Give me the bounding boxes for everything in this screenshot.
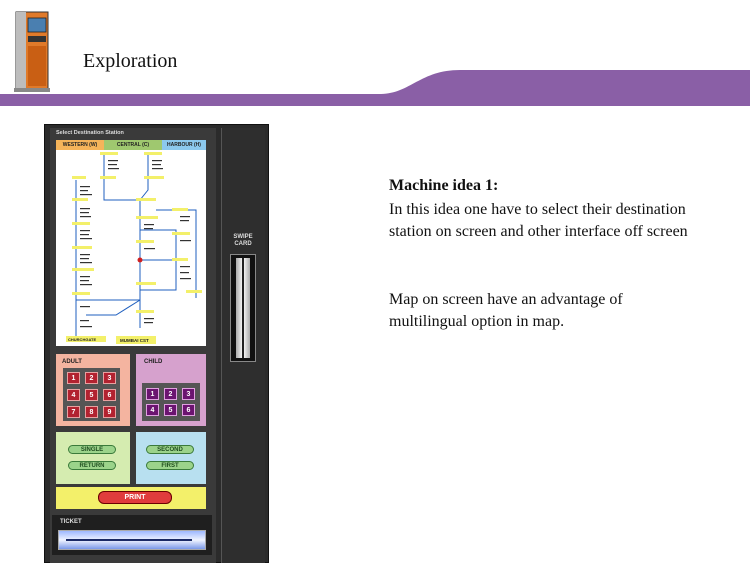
screen-header: Select Destination Station xyxy=(56,130,124,136)
map-label-churchgate[interactable]: CHURCHGATE xyxy=(68,337,97,342)
tab-central-line[interactable]: CENTRAL (C) xyxy=(104,140,162,150)
adult-key-2[interactable]: 2 xyxy=(85,372,98,384)
adult-key-4[interactable]: 4 xyxy=(67,389,80,401)
adult-key-7[interactable]: 7 xyxy=(67,406,80,418)
class-panel xyxy=(136,432,206,484)
description-heading: Machine idea 1: xyxy=(389,177,499,194)
single-button[interactable]: SINGLE xyxy=(68,445,116,454)
railway-map[interactable] xyxy=(56,150,206,346)
tab-harbour-line[interactable]: HARBOUR (H) xyxy=(162,140,206,150)
child-key-1[interactable]: 1 xyxy=(146,388,159,400)
ticket-label: TICKET xyxy=(60,519,82,525)
child-key-4[interactable]: 4 xyxy=(146,404,159,416)
swipe-label-line1: SWIPE xyxy=(233,234,253,240)
map-label-mumbai-cst[interactable]: MUMBAI CST xyxy=(120,338,149,343)
swipe-slot-groove xyxy=(242,258,244,358)
description-paragraph-1: In this idea one have to select their destination station on screen and other interface off screen xyxy=(389,201,688,240)
second-class-button[interactable]: SECOND xyxy=(146,445,194,454)
child-key-6[interactable]: 6 xyxy=(182,404,195,416)
adult-label: ADULT xyxy=(62,359,82,365)
adult-key-9[interactable]: 9 xyxy=(103,406,116,418)
child-key-3[interactable]: 3 xyxy=(182,388,195,400)
adult-key-1[interactable]: 1 xyxy=(67,372,80,384)
swipe-card-label xyxy=(224,234,262,248)
child-key-2[interactable]: 2 xyxy=(164,388,177,400)
child-key-5[interactable]: 5 xyxy=(164,404,177,416)
adult-key-3[interactable]: 3 xyxy=(103,372,116,384)
header-banner xyxy=(0,66,750,106)
adult-key-6[interactable]: 6 xyxy=(103,389,116,401)
journey-type-panel xyxy=(56,432,130,484)
tab-western-line[interactable]: WESTERN (W) xyxy=(56,140,104,150)
first-class-button[interactable]: FIRST xyxy=(146,461,194,470)
page-title: Exploration xyxy=(83,50,178,72)
adult-key-5[interactable]: 5 xyxy=(85,389,98,401)
child-label: CHILD xyxy=(144,359,163,365)
print-button[interactable]: PRINT xyxy=(98,491,172,504)
return-button[interactable]: RETURN xyxy=(68,461,116,470)
adult-key-8[interactable]: 8 xyxy=(85,406,98,418)
swipe-label-line2: CARD xyxy=(234,241,252,247)
ticket-slot-line xyxy=(66,539,192,541)
description-paragraph-2: Map on screen have an advantage of multilingual option in map. xyxy=(389,291,623,330)
